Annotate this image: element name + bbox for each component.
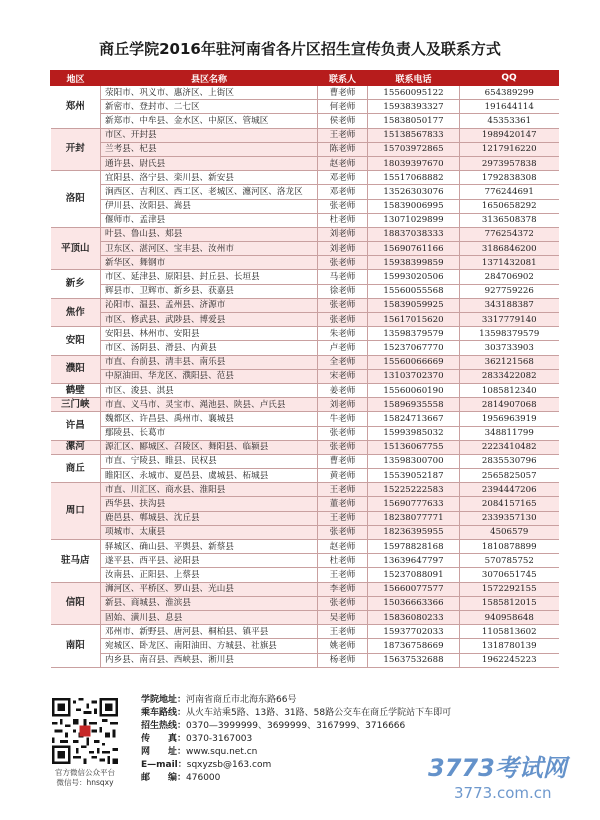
contact-cell: 王老师	[318, 483, 368, 497]
qq-cell: 2565825057	[460, 469, 559, 483]
districts-cell: 市区、浚县、淇县	[101, 383, 318, 397]
table-row	[51, 128, 559, 142]
phone-cell: 13526303076	[368, 185, 460, 199]
contact-cell: 曹老师	[318, 86, 368, 100]
info-value: www.squ.net.cn	[186, 747, 258, 757]
phone-cell: 15896935558	[368, 398, 460, 412]
phone-cell: 18238077771	[368, 511, 460, 525]
districts-cell: 汝南县、正阳县、上蔡县	[101, 568, 318, 582]
contact-cell: 曹老师	[318, 454, 368, 468]
qq-cell: 13598379579	[460, 327, 559, 341]
phone-cell: 15824713667	[368, 412, 460, 426]
info-value: 河南省商丘市北海东路66号	[186, 695, 297, 705]
info-line	[141, 772, 451, 785]
table-row	[51, 341, 559, 355]
districts-cell: 遂平县、西平县、泌阳县	[101, 554, 318, 568]
table-body	[51, 86, 559, 668]
info-value: sqxyzsb@163.com	[186, 760, 272, 770]
qr-caption-line: 微信号：hnsqxy	[56, 778, 114, 787]
table-row	[51, 511, 559, 525]
districts-cell: 市区、开封县	[101, 128, 318, 142]
qq-cell: 1318780139	[460, 639, 559, 653]
info-line	[141, 694, 451, 707]
contact-cell: 张老师	[318, 525, 368, 539]
contact-cell: 全老师	[318, 355, 368, 369]
info-value: 从火车站乘5路、13路、31路、58路公交车在商丘学院站下车即可	[186, 708, 452, 718]
region-cell: 三门峡	[51, 398, 101, 412]
qq-cell: 1217916220	[460, 142, 559, 156]
qq-cell: 303733903	[460, 341, 559, 355]
qr-code	[52, 698, 118, 764]
phone-cell: 15690761166	[368, 242, 460, 256]
table-row	[51, 327, 559, 341]
qq-cell: 776254372	[460, 227, 559, 241]
qq-cell: 776244691	[460, 185, 559, 199]
qq-cell: 1085812340	[460, 383, 559, 397]
contact-cell: 陈老师	[318, 142, 368, 156]
phone-cell: 15237067770	[368, 341, 460, 355]
districts-cell: 新华区、舞钢市	[101, 256, 318, 270]
qq-cell: 4506579	[460, 525, 559, 539]
table-row	[51, 242, 559, 256]
qq-cell: 1962245223	[460, 653, 559, 667]
contact-cell: 宋老师	[318, 369, 368, 383]
qq-cell: 1105813602	[460, 625, 559, 639]
info-label: 招生热线：	[141, 721, 187, 731]
phone-cell: 18039397670	[368, 156, 460, 170]
phone-cell: 15136067755	[368, 440, 460, 454]
info-label: 传 真：	[141, 734, 187, 744]
table-row	[51, 483, 559, 497]
contact-cell: 王老师	[318, 511, 368, 525]
contact-cell: 刘老师	[318, 398, 368, 412]
districts-cell: 新密市、登封市、二七区	[101, 100, 318, 114]
qq-cell: 1956963919	[460, 412, 559, 426]
region-cell: 平顶山	[51, 227, 101, 270]
qq-cell: 927759226	[460, 284, 559, 298]
qq-cell: 3136508378	[460, 213, 559, 227]
districts-cell: 沁阳市、温县、孟州县、济源市	[101, 298, 318, 312]
phone-cell: 13639647797	[368, 554, 460, 568]
info-line	[141, 733, 451, 746]
districts-cell: 内乡县、南召县、西峡县、淅川县	[101, 653, 318, 667]
qq-cell: 940958648	[460, 610, 559, 624]
phone-cell: 18837038333	[368, 227, 460, 241]
contact-cell: 刘老师	[318, 242, 368, 256]
footer	[0, 690, 600, 820]
table-row	[51, 227, 559, 241]
districts-cell: 市直、宁陵县、睢县、民权县	[101, 454, 318, 468]
phone-cell: 15839059925	[368, 298, 460, 312]
contact-cell: 赵老师	[318, 540, 368, 554]
info-label: 乘车路线：	[141, 708, 187, 718]
contact-cell: 杜老师	[318, 554, 368, 568]
region-cell: 南阳	[51, 625, 101, 668]
phone-cell: 18736758669	[368, 639, 460, 653]
contact-cell: 马老师	[318, 270, 368, 284]
contact-cell: 牛老师	[318, 412, 368, 426]
districts-cell: 新郑市、中牟县、金水区、中原区、管城区	[101, 114, 318, 128]
districts-cell: 固始、潢川县、息县	[101, 610, 318, 624]
table-row	[51, 86, 559, 100]
table-row	[51, 426, 559, 440]
phone-cell: 15237088091	[368, 568, 460, 582]
header-districts: 县区名称	[101, 71, 318, 86]
qq-cell: 1989420147	[460, 128, 559, 142]
qq-cell: 2339357130	[460, 511, 559, 525]
qq-cell: 2833422082	[460, 369, 559, 383]
table-row	[51, 469, 559, 483]
table-row	[51, 653, 559, 667]
qq-cell: 2973957838	[460, 156, 559, 170]
phone-cell: 15517068882	[368, 171, 460, 185]
contact-cell: 张老师	[318, 426, 368, 440]
info-line	[141, 759, 451, 772]
phone-cell: 15978828168	[368, 540, 460, 554]
contact-cell: 张老师	[318, 440, 368, 454]
districts-cell: 宛城区、卧龙区、南阳油田、方城县、社旗县	[101, 639, 318, 653]
table-row	[51, 525, 559, 539]
contact-cell: 杨老师	[318, 653, 368, 667]
qq-cell: 2814907068	[460, 398, 559, 412]
contact-cell: 张老师	[318, 256, 368, 270]
districts-cell: 市直、川汇区、商水县、淮阳县	[101, 483, 318, 497]
info-line	[141, 707, 451, 720]
table-row	[51, 142, 559, 156]
districts-cell: 市区、修武县、武陟县、博爱县	[101, 313, 318, 327]
districts-cell: 新县、商城县、淮滨县	[101, 596, 318, 610]
region-cell: 安阳	[51, 327, 101, 355]
table-row	[51, 540, 559, 554]
table-row	[51, 355, 559, 369]
phone-cell: 15938399859	[368, 256, 460, 270]
table-row	[51, 383, 559, 397]
contact-cell: 王老师	[318, 568, 368, 582]
qq-cell: 654389299	[460, 86, 559, 100]
qq-cell: 3070651745	[460, 568, 559, 582]
header-phone: 联系电话	[368, 71, 460, 86]
table-row	[51, 582, 559, 596]
header-region: 地区	[51, 71, 101, 86]
table-row	[51, 270, 559, 284]
phone-cell: 15560095122	[368, 86, 460, 100]
qr-caption	[40, 768, 130, 788]
qq-cell: 343188387	[460, 298, 559, 312]
contact-cell: 吴老师	[318, 610, 368, 624]
info-label: 学院地址：	[141, 695, 187, 705]
table-row	[51, 497, 559, 511]
contact-cell: 卢老师	[318, 341, 368, 355]
phone-cell: 13598379579	[368, 327, 460, 341]
phone-cell: 15937702033	[368, 625, 460, 639]
qq-cell: 1371432081	[460, 256, 559, 270]
phone-cell: 13103702370	[368, 369, 460, 383]
info-label: E—mail：	[141, 760, 187, 770]
table-row	[51, 568, 559, 582]
districts-cell: 魏都区、许昌县、禹州市、襄城县	[101, 412, 318, 426]
contact-cell: 李老师	[318, 582, 368, 596]
contact-cell: 王老师	[318, 128, 368, 142]
qq-cell: 45353361	[460, 114, 559, 128]
phone-cell: 15690777633	[368, 497, 460, 511]
contact-info	[141, 694, 451, 785]
phone-cell: 18236395955	[368, 525, 460, 539]
phone-cell: 15560055568	[368, 284, 460, 298]
watermark-logo-text: 3773考试网	[428, 754, 567, 782]
qq-cell: 2835530796	[460, 454, 559, 468]
watermark-logo	[420, 746, 590, 806]
header-contact: 联系人	[318, 71, 368, 86]
phone-cell: 15938393327	[368, 100, 460, 114]
phone-cell: 15539052187	[368, 469, 460, 483]
contact-cell: 刘老师	[318, 227, 368, 241]
districts-cell: 鹿邑县、郸城县、沈丘县	[101, 511, 318, 525]
region-cell: 周口	[51, 483, 101, 540]
region-cell: 驻马店	[51, 540, 101, 583]
phone-cell: 15838050177	[368, 114, 460, 128]
districts-cell: 荥阳市、巩义市、惠济区、上街区	[101, 86, 318, 100]
table-row	[51, 156, 559, 170]
table-row	[51, 454, 559, 468]
contact-table	[50, 70, 559, 668]
table-row	[51, 313, 559, 327]
phone-cell: 15660077577	[368, 582, 460, 596]
table-row	[51, 412, 559, 426]
phone-cell: 15138567833	[368, 128, 460, 142]
contact-cell: 张老师	[318, 199, 368, 213]
region-cell: 焦作	[51, 298, 101, 326]
qq-cell: 3317779140	[460, 313, 559, 327]
region-cell: 郑州	[51, 86, 101, 129]
districts-cell: 辉县市、卫辉市、新乡县、获嘉县	[101, 284, 318, 298]
qq-cell: 348811799	[460, 426, 559, 440]
qq-cell: 1572292155	[460, 582, 559, 596]
phone-cell: 15993020506	[368, 270, 460, 284]
table-row	[51, 298, 559, 312]
contact-cell: 张老师	[318, 298, 368, 312]
phone-cell: 15617015620	[368, 313, 460, 327]
districts-cell: 偃师市、孟津县	[101, 213, 318, 227]
qq-cell: 1810878899	[460, 540, 559, 554]
districts-cell: 西华县、扶沟县	[101, 497, 318, 511]
table-row	[51, 171, 559, 185]
header-qq: QQ	[460, 71, 559, 86]
contact-cell: 朱老师	[318, 327, 368, 341]
districts-cell: 伊川县、汝阳县、嵩县	[101, 199, 318, 213]
table-row	[51, 554, 559, 568]
table-row	[51, 114, 559, 128]
region-cell: 濮阳	[51, 355, 101, 383]
contact-cell: 杜老师	[318, 213, 368, 227]
contact-cell: 黄老师	[318, 469, 368, 483]
info-line	[141, 746, 451, 759]
phone-cell: 13598300700	[368, 454, 460, 468]
districts-cell: 鄢陵县、长葛市	[101, 426, 318, 440]
qq-cell: 191644114	[460, 100, 559, 114]
region-cell: 商丘	[51, 454, 101, 482]
contact-cell: 邓老师	[318, 171, 368, 185]
districts-cell: 源汇区、郾城区、召陵区、舞阳县、临颍县	[101, 440, 318, 454]
phone-cell: 15560060190	[368, 383, 460, 397]
region-cell: 信阳	[51, 582, 101, 625]
contact-cell: 何老师	[318, 100, 368, 114]
table-row	[51, 610, 559, 624]
districts-cell: 涧西区、吉利区、西工区、老城区、瀍河区、洛龙区	[101, 185, 318, 199]
qq-cell: 1585812015	[460, 596, 559, 610]
region-cell: 许昌	[51, 412, 101, 440]
qq-cell: 2084157165	[460, 497, 559, 511]
table-row	[51, 596, 559, 610]
info-label: 邮 编：	[141, 773, 187, 783]
contact-cell: 张老师	[318, 313, 368, 327]
districts-cell: 市区、延津县、原阳县、封丘县、长垣县	[101, 270, 318, 284]
phone-cell: 15836080233	[368, 610, 460, 624]
districts-cell: 浉河区、平桥区、罗山县、光山县	[101, 582, 318, 596]
table-row	[51, 213, 559, 227]
qq-cell: 570785752	[460, 554, 559, 568]
table-header-row	[51, 71, 559, 86]
qq-cell: 1792838308	[460, 171, 559, 185]
contact-cell: 侯老师	[318, 114, 368, 128]
phone-cell: 15703972865	[368, 142, 460, 156]
qq-cell: 2223410482	[460, 440, 559, 454]
contact-cell: 姜老师	[318, 383, 368, 397]
contact-cell: 邓老师	[318, 185, 368, 199]
table-row	[51, 369, 559, 383]
table-row	[51, 639, 559, 653]
districts-cell: 叶县、鲁山县、郏县	[101, 227, 318, 241]
region-cell: 漯河	[51, 440, 101, 454]
phone-cell: 15839006995	[368, 199, 460, 213]
phone-cell: 15036663366	[368, 596, 460, 610]
table-row	[51, 100, 559, 114]
districts-cell: 中原油田、华龙区、濮阳县、范县	[101, 369, 318, 383]
table-row	[51, 284, 559, 298]
table-row	[51, 256, 559, 270]
qq-cell: 284706902	[460, 270, 559, 284]
table-row	[51, 398, 559, 412]
info-value: 0370—3999999、3699999、3167999、3716666	[186, 721, 406, 731]
districts-cell: 安阳县、林州市、安阳县	[101, 327, 318, 341]
districts-cell: 项城市、太康县	[101, 525, 318, 539]
region-cell: 新乡	[51, 270, 101, 298]
districts-cell: 市区、汤阴县、滑县、内黄县	[101, 341, 318, 355]
table-row	[51, 440, 559, 454]
phone-cell: 15225222583	[368, 483, 460, 497]
watermark-url: 3773.com.cn	[454, 784, 552, 802]
qq-cell: 3186846200	[460, 242, 559, 256]
qr-caption-line: 官方微信公众平台	[55, 768, 115, 777]
phone-cell: 15560066669	[368, 355, 460, 369]
phone-cell: 15637532688	[368, 653, 460, 667]
qq-cell: 362121568	[460, 355, 559, 369]
districts-cell: 市直、义马市、灵宝市、渑池县、陕县、卢氏县	[101, 398, 318, 412]
region-cell: 开封	[51, 128, 101, 171]
table-row	[51, 199, 559, 213]
info-line	[141, 720, 451, 733]
phone-cell: 13071029899	[368, 213, 460, 227]
contact-cell: 徐老师	[318, 284, 368, 298]
page-title: 商丘学院2016年驻河南省各片区招生宣传负责人及联系方式	[99, 40, 501, 58]
districts-cell: 兰考县、杞县	[101, 142, 318, 156]
contact-cell: 王老师	[318, 625, 368, 639]
info-value: 0370-3167003	[186, 734, 253, 744]
info-label: 网 址：	[141, 747, 187, 757]
contact-cell: 张老师	[318, 596, 368, 610]
contact-cell: 姚老师	[318, 639, 368, 653]
districts-cell: 睢阳区、永城市、夏邑县、虞城县、柘城县	[101, 469, 318, 483]
districts-cell: 邓州市、新野县、唐河县、桐柏县、镇平县	[101, 625, 318, 639]
phone-cell: 15993985032	[368, 426, 460, 440]
districts-cell: 卫东区、湛河区、宝丰县、汝州市	[101, 242, 318, 256]
region-cell: 鹤壁	[51, 383, 101, 397]
info-value: 476000	[186, 773, 221, 783]
table-row	[51, 185, 559, 199]
contact-cell: 赵老师	[318, 156, 368, 170]
districts-cell: 市直、台前县、清丰县、南乐县	[101, 355, 318, 369]
districts-cell: 宜阳县、洛宁县、栾川县、新安县	[101, 171, 318, 185]
qq-cell: 1650658292	[460, 199, 559, 213]
region-cell: 洛阳	[51, 171, 101, 228]
districts-cell: 通许县、尉氏县	[101, 156, 318, 170]
districts-cell: 驿城区、确山县、平舆县、新蔡县	[101, 540, 318, 554]
contact-cell: 董老师	[318, 497, 368, 511]
table-row	[51, 625, 559, 639]
qq-cell: 2394447206	[460, 483, 559, 497]
